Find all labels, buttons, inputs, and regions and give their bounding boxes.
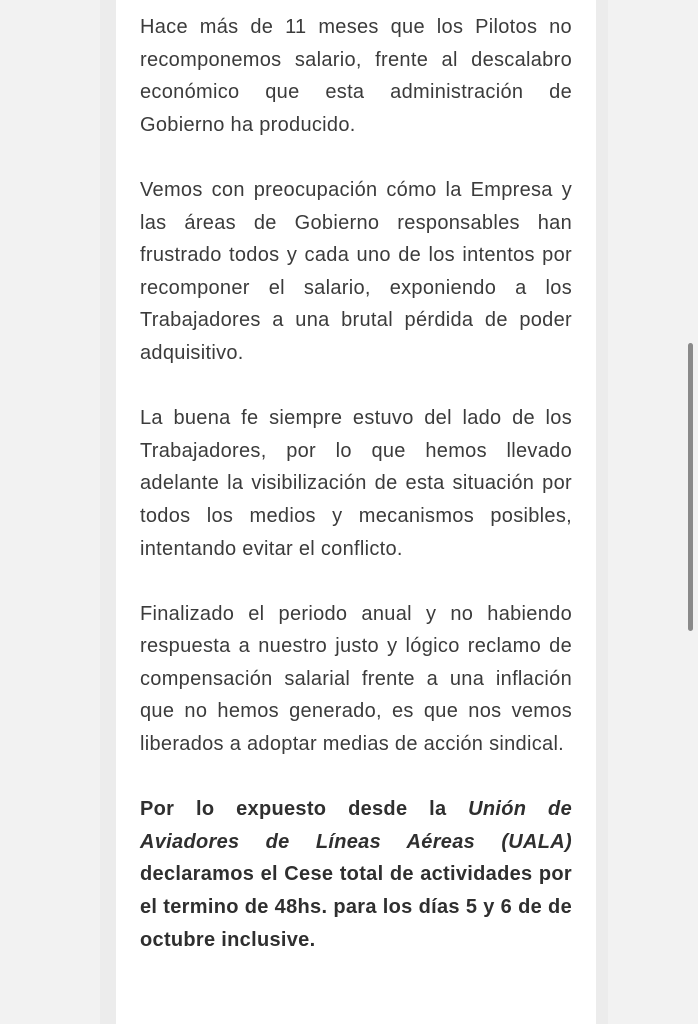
paragraph-2: Vemos con preocupación cómo la Empresa y las áreas de Gobierno responsables han frustrado todos y cada uno de los intentos por recomponer el salario, exponiendo a los Trabajadores a una brutal pérdida de poder adquisitivo.: [140, 178, 572, 364]
paragraph-3: La buena fe siempre estuvo del lado de los Trabajadores, por lo que hemos llevado adelante la visibilización de esta situación por todos los medios y mecanismos posibles, intentando evitar el conflicto.: [140, 407, 572, 560]
closing-declaration: [140, 793, 572, 956]
closing-lead: Por lo expuesto desde la: [140, 798, 469, 821]
paragraph-4: Finalizado el periodo anual y no habiendo respuesta a nuestro justo y lógico reclamo de compensación salarial frente a una inflación que no hemos generado, es que nos vemos liberados a adoptar medias de acción sindical.: [140, 602, 572, 756]
scrollbar-thumb[interactable]: [688, 343, 693, 631]
article-body: [140, 11, 572, 989]
paragraph-1: Hace más de 11 meses que los Pilotos no recomponemos salario, frente al descalabro económico que esta administración de Gobierno ha producido.: [140, 16, 572, 136]
union-name: Unión de Aviadores de Líneas Aéreas (UALA): [140, 798, 572, 853]
closing-declaration-text: declaramos el Cese total de actividades por el termino de 48hs. para los días 5 y 6 de de octubre inclusive.: [140, 863, 572, 951]
